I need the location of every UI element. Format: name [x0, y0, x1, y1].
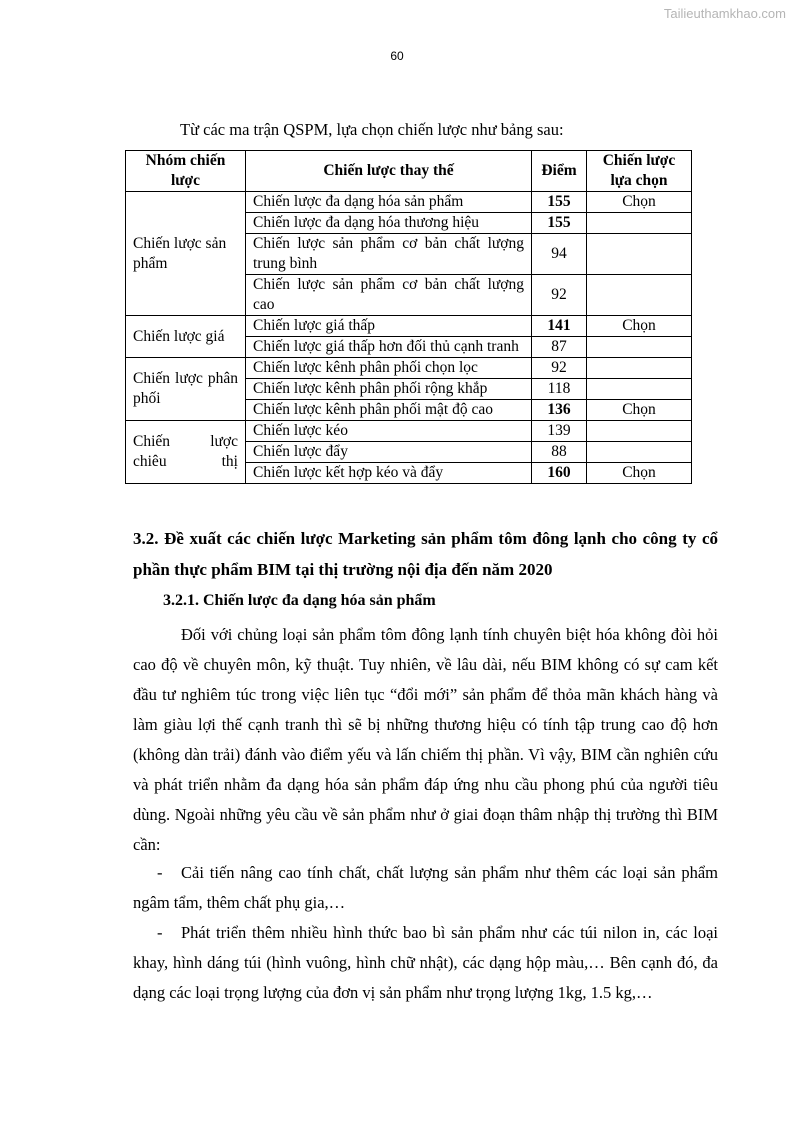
subsection-heading: 3.2.1. Chiến lược đa dạng hóa sản phẩm: [163, 592, 436, 609]
table-row: [126, 316, 692, 337]
strategy-cell: Chiến lược kênh phân phối mật độ cao: [246, 400, 532, 421]
qspm-table: [125, 150, 692, 484]
section-heading: 3.2. Đề xuất các chiến lược Marketing sản phẩm tôm đông lạnh cho công ty cổ phần thực phẩm BIM tại thị trường nội địa đến năm 2020: [133, 529, 718, 579]
strategy-cell: Chiến lược giá thấp: [246, 316, 532, 337]
group-cell: Chiến lược sản phẩm: [126, 192, 246, 316]
selected-cell: [587, 358, 692, 379]
group-cell: Chiến lược chiêu thị: [126, 421, 246, 484]
strategy-cell: Chiến lược kênh phân phối chọn lọc: [246, 358, 532, 379]
selected-cell: Chọn: [587, 463, 692, 484]
table-row: [126, 358, 692, 379]
strategy-cell: Chiến lược kênh phân phối rộng khắp: [246, 379, 532, 400]
score-cell: 155: [532, 192, 587, 213]
selected-cell: Chọn: [587, 192, 692, 213]
score-cell: 92: [532, 275, 587, 316]
page-number: 60: [390, 49, 404, 63]
score-cell: 88: [532, 442, 587, 463]
score-cell: 160: [532, 463, 587, 484]
selected-cell: [587, 234, 692, 275]
strategy-cell: Chiến lược kết hợp kéo và đẩy: [246, 463, 532, 484]
score-cell: 136: [532, 400, 587, 421]
selected-cell: [587, 275, 692, 316]
watermark: Tailieuthamkhao.com: [663, 6, 786, 21]
bullet-item: [133, 858, 718, 918]
body-paragraph: Đối với chủng loại sản phẩm tôm đông lạnh tính chuyên biệt hóa không đòi hỏi cao độ về chuyên môn, kỹ thuật. Tuy nhiên, về lâu dài, nếu BIM không có sự cam kết đầu tư nghiêm túc trong việc liên tục “đổi mới” sản phẩm để thỏa mãn khách hàng và làm giàu lợi thế cạnh tranh thì sẽ bị những thương hiệu có tính tập trung cao độ hơn (không dàn trải) đánh vào điểm yếu và lấn chiếm thị phần. Vì vậy, BIM cần nghiên cứu và phát triển nhằm đa dạng hóa sản phẩm đáp ứng nhu cầu phong phú của người tiêu dùng. Ngoài những yêu cầu về sản phẩm như ở giai đoạn thâm nhập thị trường thì BIM cần:: [133, 625, 718, 854]
strategy-cell: Chiến lược kéo: [246, 421, 532, 442]
intro-text: Từ các ma trận QSPM, lựa chọn chiến lược như bảng sau:: [180, 120, 564, 139]
score-cell: 139: [532, 421, 587, 442]
bullet-item: [133, 918, 718, 1008]
table-row: [126, 192, 692, 213]
selected-cell: Chọn: [587, 400, 692, 421]
selected-cell: [587, 213, 692, 234]
strategy-cell: Chiến lược đa dạng hóa thương hiệu: [246, 213, 532, 234]
group-cell: Chiến lược phân phối: [126, 358, 246, 421]
header-group: Nhóm chiến lược: [126, 151, 246, 192]
score-cell: 118: [532, 379, 587, 400]
bullet-text: Cải tiến nâng cao tính chất, chất lượng sản phẩm như thêm các loại sản phẩm ngâm tẩm, thêm chất phụ gia,…: [133, 863, 718, 912]
strategy-cell: Chiến lược đa dạng hóa sản phẩm: [246, 192, 532, 213]
strategy-cell: Chiến lược đẩy: [246, 442, 532, 463]
strategy-cell: Chiến lược sản phẩm cơ bản chất lượng cao: [246, 275, 532, 316]
strategy-cell: Chiến lược sản phẩm cơ bản chất lượng trung bình: [246, 234, 532, 275]
group-cell: Chiến lược giá: [126, 316, 246, 358]
score-cell: 94: [532, 234, 587, 275]
table-row: [126, 421, 692, 442]
score-cell: 141: [532, 316, 587, 337]
bullet-dash: -: [157, 863, 163, 882]
header-strategy: Chiến lược thay thế: [246, 151, 532, 192]
selected-cell: [587, 421, 692, 442]
header-selected: Chiến lược lựa chọn: [587, 151, 692, 192]
selected-cell: [587, 442, 692, 463]
score-cell: 92: [532, 358, 587, 379]
table-header-row: [126, 151, 692, 192]
header-score: Điểm: [532, 151, 587, 192]
score-cell: 155: [532, 213, 587, 234]
strategy-cell: Chiến lược giá thấp hơn đối thủ cạnh tranh: [246, 337, 532, 358]
selected-cell: [587, 379, 692, 400]
bullet-text: Phát triển thêm nhiều hình thức bao bì sản phẩm như các túi nilon in, các loại khay, hình dáng túi (hình vuông, hình chữ nhật), các dạng hộp màu,… Bên cạnh đó, đa dạng các loại trọng lượng của đơn vị sản phẩm như trọng lượng 1kg, 1.5 kg,…: [133, 923, 718, 1002]
selected-cell: Chọn: [587, 316, 692, 337]
bullet-dash: -: [157, 923, 163, 942]
selected-cell: [587, 337, 692, 358]
score-cell: 87: [532, 337, 587, 358]
